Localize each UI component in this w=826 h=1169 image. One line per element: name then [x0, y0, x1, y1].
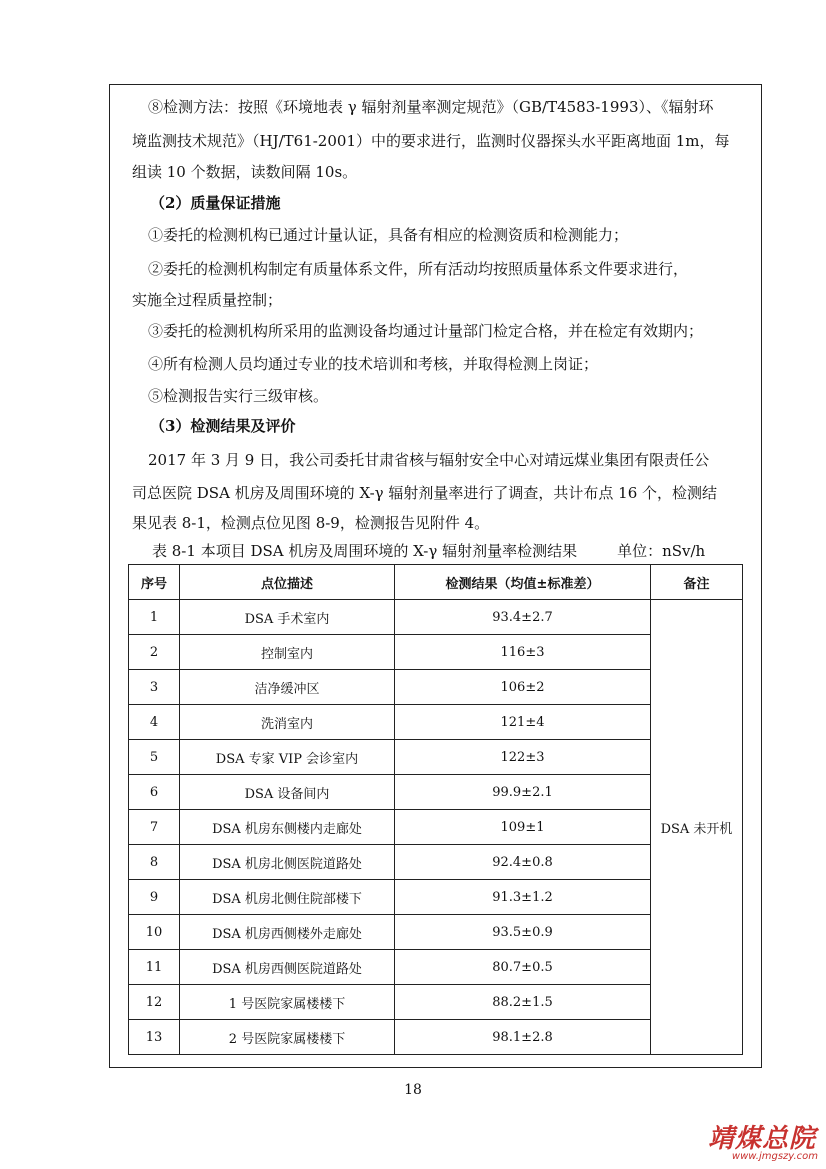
header-result: 检测结果（均值±标准差）	[395, 565, 651, 600]
remark-cell: DSA 未开机	[651, 600, 743, 1055]
row-no: 8	[129, 845, 180, 880]
row-desc: 控制室内	[180, 635, 395, 670]
row-result: 88.2±1.5	[395, 985, 651, 1020]
row-no: 2	[129, 635, 180, 670]
row-result: 116±3	[395, 635, 651, 670]
row-result: 121±4	[395, 705, 651, 740]
table-row	[129, 775, 743, 810]
row-desc: 洗消室内	[180, 705, 395, 740]
row-result: 93.5±0.9	[395, 915, 651, 950]
qa-item-2-line-2: 实施全过程质量控制；	[132, 291, 283, 309]
table-row	[129, 600, 743, 635]
table-row	[129, 740, 743, 775]
row-result: 92.4±0.8	[395, 845, 651, 880]
table-row	[129, 705, 743, 740]
row-no: 10	[129, 915, 180, 950]
row-desc: 2 号医院家属楼楼下	[180, 1020, 395, 1055]
table-row	[129, 915, 743, 950]
row-result: 99.9±2.1	[395, 775, 651, 810]
row-desc: DSA 机房北侧住院部楼下	[180, 880, 395, 915]
header-remark: 备注	[651, 565, 743, 600]
row-desc: 洁净缓冲区	[180, 670, 395, 705]
table-row	[129, 1020, 743, 1055]
watermark-logo: 靖煤总院	[707, 1124, 816, 1154]
table-row	[129, 635, 743, 670]
table-header-row	[129, 565, 743, 600]
table-row	[129, 985, 743, 1020]
header-no: 序号	[129, 565, 180, 600]
row-no: 13	[129, 1020, 180, 1055]
row-desc: DSA 手术室内	[180, 600, 395, 635]
table-body	[129, 600, 743, 1055]
row-result: 98.1±2.8	[395, 1020, 651, 1055]
results-line-2: 司总医院 DSA 机房及周围环境的 X-γ 辐射剂量率进行了调查，共计布点 16 个，检测结	[132, 484, 718, 502]
results-table	[128, 564, 743, 1055]
row-desc: DSA 机房东侧楼内走廊处	[180, 810, 395, 845]
header-desc: 点位描述	[180, 565, 395, 600]
row-desc: DSA 设备间内	[180, 775, 395, 810]
table-row	[129, 845, 743, 880]
row-desc: DSA 机房西侧医院道路处	[180, 950, 395, 985]
results-heading: （3）检测结果及评价	[150, 417, 296, 435]
row-no: 12	[129, 985, 180, 1020]
method-line-2: 境监测技术规范》（HJ/T61-2001）中的要求进行，监测时仪器探头水平距离地面 1m，每	[132, 132, 730, 150]
row-result: 106±2	[395, 670, 651, 705]
qa-item-1: ①委托的检测机构已通过计量认证，具备有相应的检测资质和检测能力；	[148, 226, 629, 244]
watermark-url: www.jmgszy.com	[731, 1151, 818, 1162]
table-row	[129, 880, 743, 915]
qa-item-3: ③委托的检测机构所采用的监测设备均通过计量部门检定合格，并在检定有效期内；	[148, 322, 704, 340]
row-result: 93.4±2.7	[395, 600, 651, 635]
method-line-3: 组读 10 个数据，读数间隔 10s。	[132, 163, 358, 181]
table-caption	[152, 534, 705, 568]
row-no: 9	[129, 880, 180, 915]
row-no: 5	[129, 740, 180, 775]
row-desc: DSA 专家 VIP 会诊室内	[180, 740, 395, 775]
row-desc: DSA 机房北侧医院道路处	[180, 845, 395, 880]
row-result: 109±1	[395, 810, 651, 845]
results-line-3: 果见表 8-1，检测点位见图 8-9，检测报告见附件 4。	[132, 514, 490, 532]
table-row	[129, 670, 743, 705]
table-row	[129, 950, 743, 985]
row-no: 4	[129, 705, 180, 740]
qa-item-4: ④所有检测人员均通过专业的技术培训和考核，并取得检测上岗证；	[148, 355, 599, 373]
row-no: 7	[129, 810, 180, 845]
row-desc: 1 号医院家属楼楼下	[180, 985, 395, 1020]
table-unit: 单位：nSv/h	[617, 542, 706, 560]
row-result: 122±3	[395, 740, 651, 775]
results-line-1: 2017 年 3 月 9 日，我公司委托甘肃省核与辐射安全中心对靖远煤业集团有限责任公	[148, 451, 710, 469]
row-no: 3	[129, 670, 180, 705]
row-no: 6	[129, 775, 180, 810]
qa-heading: （2）质量保证措施	[150, 194, 281, 212]
row-result: 91.3±1.2	[395, 880, 651, 915]
row-no: 11	[129, 950, 180, 985]
page-number: 18	[404, 1082, 422, 1098]
row-result: 80.7±0.5	[395, 950, 651, 985]
table-title: 表 8-1 本项目 DSA 机房及周围环境的 X-γ 辐射剂量率检测结果	[152, 542, 578, 560]
row-desc: DSA 机房西侧楼外走廊处	[180, 915, 395, 950]
qa-item-2-line-1: ②委托的检测机构制定有质量体系文件，所有活动均按照质量体系文件要求进行，	[148, 260, 689, 278]
qa-item-5: ⑤检测报告实行三级审核。	[148, 387, 329, 405]
row-no: 1	[129, 600, 180, 635]
method-line-1: ⑧检测方法：按照《环境地表 γ 辐射剂量率测定规范》（GB/T4583-1993）、《辐射环	[148, 98, 714, 116]
table-row	[129, 810, 743, 845]
